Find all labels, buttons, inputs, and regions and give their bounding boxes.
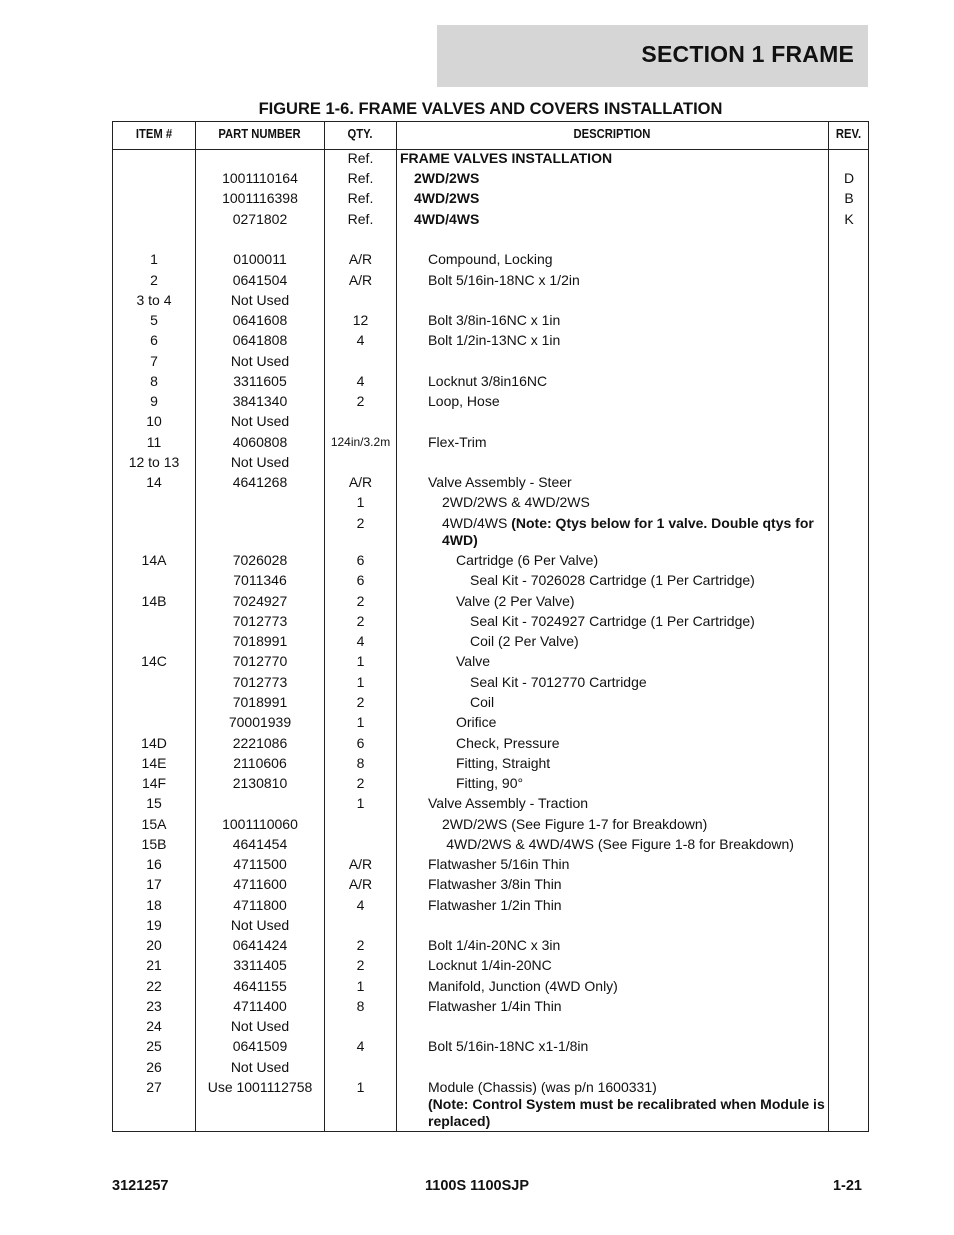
qty-cell: 1	[356, 494, 365, 510]
item-number-cell: 10	[146, 413, 162, 429]
description-text: 2WD/2WS (See Figure 1-7 for Breakdown)	[442, 816, 708, 832]
description-text: FRAME VALVES INSTALLATION	[400, 150, 613, 166]
part-number-cell: 7018991	[232, 694, 288, 710]
qty-cell: 2	[356, 393, 365, 409]
description-text: Coil	[470, 694, 495, 710]
qty-cell: 1	[356, 978, 365, 994]
qty-cell: A/R	[348, 272, 373, 288]
part-number-cell: 7012770	[232, 653, 288, 669]
description-text: Bolt 3/8in-16NC x 1in	[428, 312, 561, 328]
item-number-cell: 21	[146, 957, 162, 973]
part-number-cell: Not Used	[230, 1059, 290, 1075]
part-number-cell: 7024927	[232, 593, 288, 609]
parts-table	[112, 121, 869, 1132]
description-text: Locknut 3/8in16NC	[428, 373, 548, 389]
item-number-cell: 20	[146, 937, 162, 953]
description-cell	[400, 957, 828, 974]
item-number-cell: 23	[146, 998, 162, 1014]
part-number-cell: 4060808	[232, 434, 288, 450]
description-cell	[400, 856, 828, 873]
part-number-cell: 1001110164	[222, 170, 298, 186]
part-number-cell: Not Used	[230, 413, 290, 429]
part-number-cell: 7018991	[232, 633, 288, 649]
qty-cell: 12	[352, 312, 369, 328]
description-note: (Note: Qtys below for 1 valve. Double qtys for 4WD)	[442, 515, 814, 548]
description-text: Bolt 1/4in-20NC x 3in	[428, 937, 561, 953]
column-header-part-number: PART NUMBER	[218, 127, 301, 141]
description-text: Flex-Trim	[428, 434, 487, 450]
column-header-rev: REV.	[835, 127, 862, 141]
description-text: Seal Kit - 7012770 Cartridge	[470, 674, 647, 690]
description-cell	[400, 150, 828, 167]
description-text: Fitting, Straight	[456, 755, 551, 771]
item-number-cell: 14C	[141, 653, 167, 669]
item-number-cell: 2	[150, 272, 158, 288]
qty-cell: Ref.	[347, 150, 374, 166]
description-cell	[400, 633, 828, 650]
qty-cell: 4	[356, 332, 365, 348]
item-number-cell: 12 to 13	[128, 454, 180, 470]
qty-cell: 2	[356, 593, 365, 609]
description-cell	[400, 694, 828, 711]
item-number-cell: 14D	[141, 735, 167, 751]
qty-cell: 4	[356, 1038, 365, 1054]
item-number-cell: 11	[146, 434, 162, 450]
item-number-cell: 22	[146, 978, 162, 994]
footer-model: 1100S 1100SJP	[424, 1178, 530, 1194]
footer-page-number: 1-21	[832, 1178, 862, 1194]
description-text: Flatwasher 1/4in Thin	[428, 998, 562, 1014]
description-cell	[400, 1079, 828, 1130]
part-number-cell: 7012773	[232, 674, 288, 690]
part-number-cell: Not Used	[230, 292, 290, 308]
description-text: Valve (2 Per Valve)	[456, 593, 575, 609]
part-number-cell: 7011346	[233, 572, 287, 588]
item-number-cell: 5	[150, 312, 158, 328]
description-text: Valve	[456, 653, 490, 669]
description-cell	[400, 735, 828, 752]
description-text: 2WD/2WS	[414, 170, 480, 186]
description-cell	[400, 653, 828, 670]
item-number-cell: 25	[146, 1038, 162, 1054]
part-number-cell: 1001110060	[222, 816, 298, 832]
item-number-cell: 15A	[141, 816, 167, 832]
item-number-cell: 27	[146, 1079, 162, 1095]
section-title: SECTION 1 FRAME	[641, 41, 854, 67]
description-text: Flatwasher 1/2in Thin	[428, 897, 562, 913]
description-text: Flatwasher 3/8in Thin	[428, 876, 562, 892]
description-cell	[400, 593, 828, 610]
qty-cell: 2	[356, 775, 365, 791]
description-text: Valve Assembly - Traction	[428, 795, 589, 811]
description-text: Flatwasher 5/16in Thin	[428, 856, 570, 872]
qty-cell: 6	[356, 735, 365, 751]
qty-cell: 8	[356, 755, 365, 771]
description-cell	[400, 170, 828, 187]
description-cell	[400, 434, 828, 451]
qty-cell: 2	[356, 613, 365, 629]
item-number-cell: 1	[150, 251, 158, 267]
description-cell	[400, 775, 828, 792]
revision-cell: D	[843, 170, 855, 186]
description-text: 4WD/4WS	[414, 211, 480, 227]
item-number-cell: 9	[150, 393, 158, 409]
part-number-cell: 3311605	[233, 373, 287, 389]
column-divider	[396, 122, 397, 1131]
description-text: Bolt 5/16in-18NC x 1/2in	[428, 272, 580, 288]
description-cell	[400, 552, 828, 569]
qty-cell: 2	[356, 937, 365, 953]
part-number-cell: 3311405	[233, 957, 287, 973]
description-cell	[400, 332, 828, 349]
item-number-cell: 14	[146, 474, 162, 490]
part-number-cell: Not Used	[230, 353, 290, 369]
description-cell	[400, 393, 828, 410]
description-cell	[400, 312, 828, 329]
column-divider	[828, 122, 829, 1131]
item-number-cell: 16	[146, 856, 162, 872]
part-number-cell: 4641268	[232, 474, 288, 490]
qty-cell: 2	[356, 957, 365, 973]
qty-cell: 124in/3.2m	[330, 435, 391, 449]
description-text: 4WD/4WS	[442, 515, 512, 531]
description-cell	[400, 190, 828, 207]
part-number-cell: Not Used	[230, 917, 290, 933]
item-number-cell: 14B	[141, 593, 167, 609]
item-number-cell: 14A	[141, 552, 167, 568]
qty-cell: A/R	[348, 474, 373, 490]
description-cell	[400, 836, 828, 853]
qty-cell: 4	[356, 633, 365, 649]
description-cell	[400, 272, 828, 289]
qty-cell: Ref.	[347, 190, 374, 206]
description-text: Bolt 1/2in-13NC x 1in	[428, 332, 561, 348]
item-number-cell: 14E	[141, 755, 167, 771]
description-text: Manifold, Junction (4WD Only)	[428, 978, 618, 994]
description-cell	[400, 795, 828, 812]
part-number-cell: 4711800	[233, 897, 287, 913]
part-number-cell: 4711600	[233, 876, 287, 892]
part-number-cell: 0100011	[233, 251, 287, 267]
description-text: Fitting, 90°	[456, 775, 524, 791]
part-number-cell: 7026028	[232, 552, 288, 568]
description-text: 2WD/2WS & 4WD/2WS	[442, 494, 590, 510]
description-text: Module (Chassis) (was p/n 1600331)	[428, 1079, 657, 1095]
item-number-cell: 15	[146, 795, 162, 811]
description-text: Locknut 1/4in-20NC	[428, 957, 552, 973]
item-number-cell: 6	[150, 332, 158, 348]
description-text: Bolt 5/16in-18NC x1-1/8in	[428, 1038, 589, 1054]
description-text: Coil (2 Per Valve)	[470, 633, 579, 649]
revision-cell: K	[844, 211, 854, 227]
item-number-cell: 7	[150, 353, 158, 369]
part-number-cell: 0641608	[232, 312, 288, 328]
description-cell	[400, 897, 828, 914]
description-cell	[400, 978, 828, 995]
qty-cell: 6	[356, 552, 365, 568]
qty-cell: 4	[356, 897, 365, 913]
item-number-cell: 19	[146, 917, 162, 933]
qty-cell: A/R	[348, 876, 373, 892]
description-cell	[400, 714, 828, 731]
qty-cell: A/R	[348, 251, 373, 267]
item-number-cell: 14F	[141, 775, 167, 791]
description-note: (Note: Control System must be recalibrated when Module is replaced)	[428, 1096, 825, 1129]
part-number-cell: 4711400	[233, 998, 287, 1014]
qty-cell: 1	[356, 1079, 365, 1095]
qty-cell: A/R	[348, 856, 373, 872]
part-number-cell: 4641454	[232, 836, 288, 852]
description-cell	[400, 474, 828, 491]
description-cell	[400, 373, 828, 390]
qty-cell: 2	[356, 694, 365, 710]
table-header-row	[113, 122, 868, 150]
section-header	[437, 25, 868, 87]
description-cell	[400, 876, 828, 893]
qty-cell: 4	[356, 373, 365, 389]
part-number-cell: 2221086	[232, 735, 288, 751]
description-cell	[400, 494, 828, 511]
part-number-cell: 2110606	[233, 755, 287, 771]
description-cell	[400, 251, 828, 268]
revision-cell: B	[844, 190, 854, 206]
qty-cell: Ref.	[347, 211, 374, 227]
description-text: Orifice	[456, 714, 497, 730]
description-cell	[400, 211, 828, 228]
part-number-cell: Not Used	[230, 1018, 290, 1034]
description-cell	[400, 755, 828, 772]
part-number-cell: 0641808	[232, 332, 288, 348]
description-text: Check, Pressure	[456, 735, 560, 751]
description-cell	[400, 1038, 828, 1055]
part-number-cell: 7012773	[232, 613, 288, 629]
qty-cell: 6	[356, 572, 365, 588]
item-number-cell: 15B	[141, 836, 167, 852]
description-text: Compound, Locking	[428, 251, 553, 267]
column-header-qty: QTY.	[347, 127, 373, 141]
description-cell	[400, 674, 828, 691]
part-number-cell: Not Used	[230, 454, 290, 470]
footer-doc-number: 3121257	[112, 1178, 169, 1194]
description-text: 4WD/2WS & 4WD/4WS (See Figure 1-8 for Breakdown)	[446, 836, 794, 852]
part-number-cell: 0641504	[232, 272, 288, 288]
item-number-cell: 24	[146, 1018, 162, 1034]
qty-cell: 8	[356, 998, 365, 1014]
description-text: Seal Kit - 7026028 Cartridge (1 Per Cartridge)	[470, 572, 755, 588]
part-number-cell: 0641424	[232, 937, 288, 953]
item-number-cell: 18	[146, 897, 162, 913]
qty-cell: 1	[356, 714, 365, 730]
description-cell	[400, 613, 828, 630]
part-number-cell: Use 1001112758	[207, 1079, 313, 1095]
qty-cell: 1	[356, 653, 365, 669]
part-number-cell: 4711500	[233, 856, 287, 872]
description-cell	[400, 515, 828, 549]
qty-cell: 2	[356, 515, 365, 531]
description-cell	[400, 998, 828, 1015]
column-header-description: DESCRIPTION	[573, 127, 651, 141]
description-text: 4WD/2WS	[414, 190, 480, 206]
qty-cell: Ref.	[347, 170, 374, 186]
column-header-item: ITEM #	[135, 127, 173, 141]
figure-title: FIGURE 1-6. FRAME VALVES AND COVERS INSTALLATION	[258, 100, 723, 118]
description-cell	[400, 937, 828, 954]
qty-cell: 1	[356, 674, 365, 690]
part-number-cell: 0641509	[232, 1038, 288, 1054]
description-text: Seal Kit - 7024927 Cartridge (1 Per Cartridge)	[470, 613, 755, 629]
qty-cell: 1	[356, 795, 365, 811]
part-number-cell: 70001939	[228, 714, 292, 730]
item-number-cell: 3 to 4	[136, 292, 172, 308]
item-number-cell: 26	[146, 1059, 162, 1075]
description-text: Loop, Hose	[428, 393, 500, 409]
description-text: Valve Assembly - Steer	[428, 474, 572, 490]
part-number-cell: 2130810	[232, 775, 288, 791]
part-number-cell: 0271802	[232, 211, 288, 227]
item-number-cell: 8	[150, 373, 158, 389]
description-cell	[400, 816, 828, 833]
description-text: Cartridge (6 Per Valve)	[456, 552, 599, 568]
part-number-cell: 3841340	[232, 393, 288, 409]
item-number-cell: 17	[146, 876, 162, 892]
part-number-cell: 4641155	[233, 978, 287, 994]
part-number-cell: 1001116398	[222, 190, 298, 206]
description-cell	[400, 572, 828, 589]
